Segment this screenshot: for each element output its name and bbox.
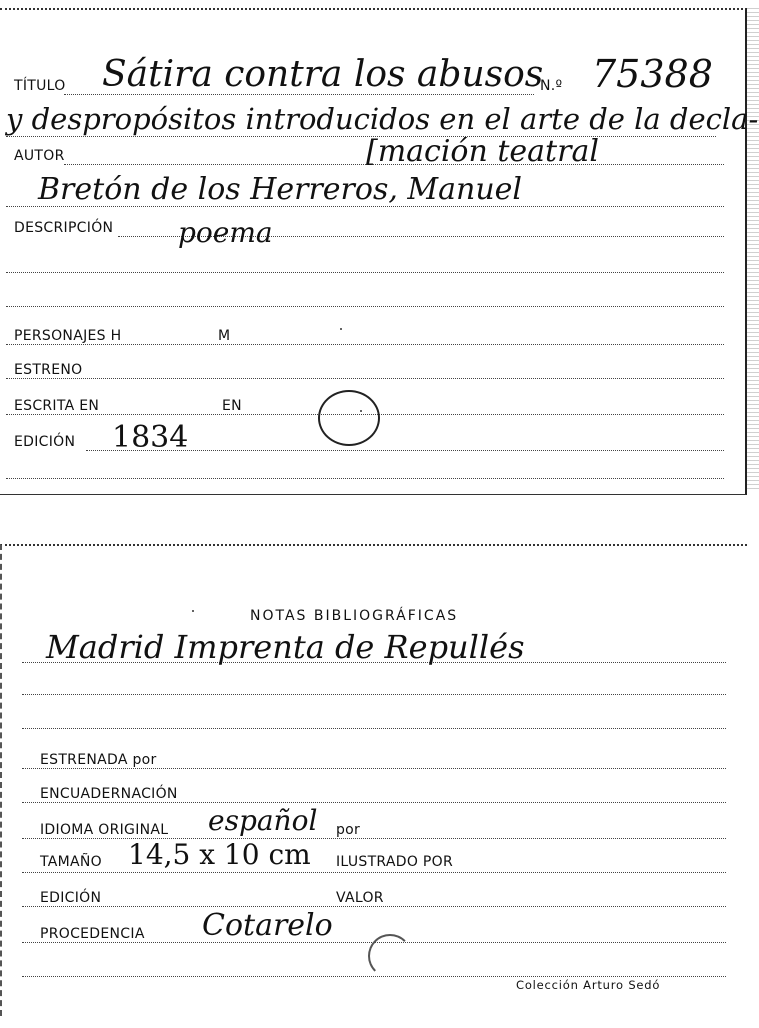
dotted-line: [6, 344, 724, 345]
dotted-line: [6, 378, 724, 379]
estreno-label: ESTRENO: [14, 362, 83, 378]
titulo-continuation: y despropósitos introducidos en el arte de la decla-: [6, 102, 759, 136]
dotted-line: [22, 768, 726, 769]
numero-label: N.º: [540, 78, 563, 94]
dotted-line: [22, 872, 726, 873]
edicion-handwritten: 1834: [112, 420, 189, 455]
dotted-line: [6, 478, 724, 479]
tamano-handwritten: 14,5 x 10 cm: [128, 838, 311, 871]
en-label: EN: [222, 398, 242, 414]
numero-handwritten: 75388: [592, 52, 713, 96]
library-stamp-icon: [318, 390, 380, 446]
titulo-handwritten: Sátira contra los abusos: [102, 54, 544, 95]
ink-speck: [192, 610, 194, 612]
por-label: por: [336, 822, 361, 838]
dotted-line: [6, 136, 716, 137]
notas-handwritten: Madrid Imprenta de Repullés: [46, 628, 525, 666]
dotted-line: [22, 802, 726, 803]
ilustrado-label: ILUSTRADO POR: [336, 854, 453, 870]
titulo-continuation-2: [mación teatral: [366, 134, 599, 169]
ink-speck: [340, 328, 342, 330]
coleccion-label: Colección Arturo Sedó: [516, 978, 661, 992]
personajes-label: PERSONAJES H: [14, 328, 122, 344]
notas-heading: NOTAS BIBLIOGRÁFICAS: [250, 608, 459, 624]
edicion-label: EDICIÓN: [14, 434, 76, 450]
encuadernacion-label: ENCUADERNACIÓN: [40, 786, 178, 802]
card-edge-noise: [745, 8, 759, 492]
dotted-line: [22, 728, 726, 729]
titulo-label: TÍTULO: [14, 78, 66, 94]
tamano-label: TAMAÑO: [40, 854, 102, 870]
library-stamp-icon: [368, 934, 412, 978]
descripcion-handwritten: poema: [178, 216, 273, 249]
autor-handwritten: Bretón de los Herreros, Manuel: [38, 172, 523, 207]
procedencia-label: PROCEDENCIA: [40, 926, 145, 942]
m-label: M: [218, 328, 231, 344]
catalog-card-front: [0, 8, 759, 495]
edicion-label-2: EDICIÓN: [40, 890, 102, 906]
dotted-line: [22, 694, 726, 695]
catalog-card-back: [0, 544, 747, 1016]
ink-speck: [360, 410, 362, 412]
escrita-en-label: ESCRITA EN: [14, 398, 100, 414]
idioma-handwritten: español: [208, 804, 318, 837]
dotted-line: [6, 306, 724, 307]
procedencia-handwritten: Cotarelo: [202, 908, 333, 943]
estrenada-label: ESTRENADA por: [40, 752, 157, 768]
valor-label: VALOR: [336, 890, 384, 906]
autor-label: AUTOR: [14, 148, 65, 164]
descripcion-label: DESCRIPCIÓN: [14, 220, 114, 236]
dotted-line: [22, 976, 726, 977]
dotted-line: [6, 272, 724, 273]
dotted-line: [22, 906, 726, 907]
idioma-label: IDIOMA ORIGINAL: [40, 822, 169, 838]
